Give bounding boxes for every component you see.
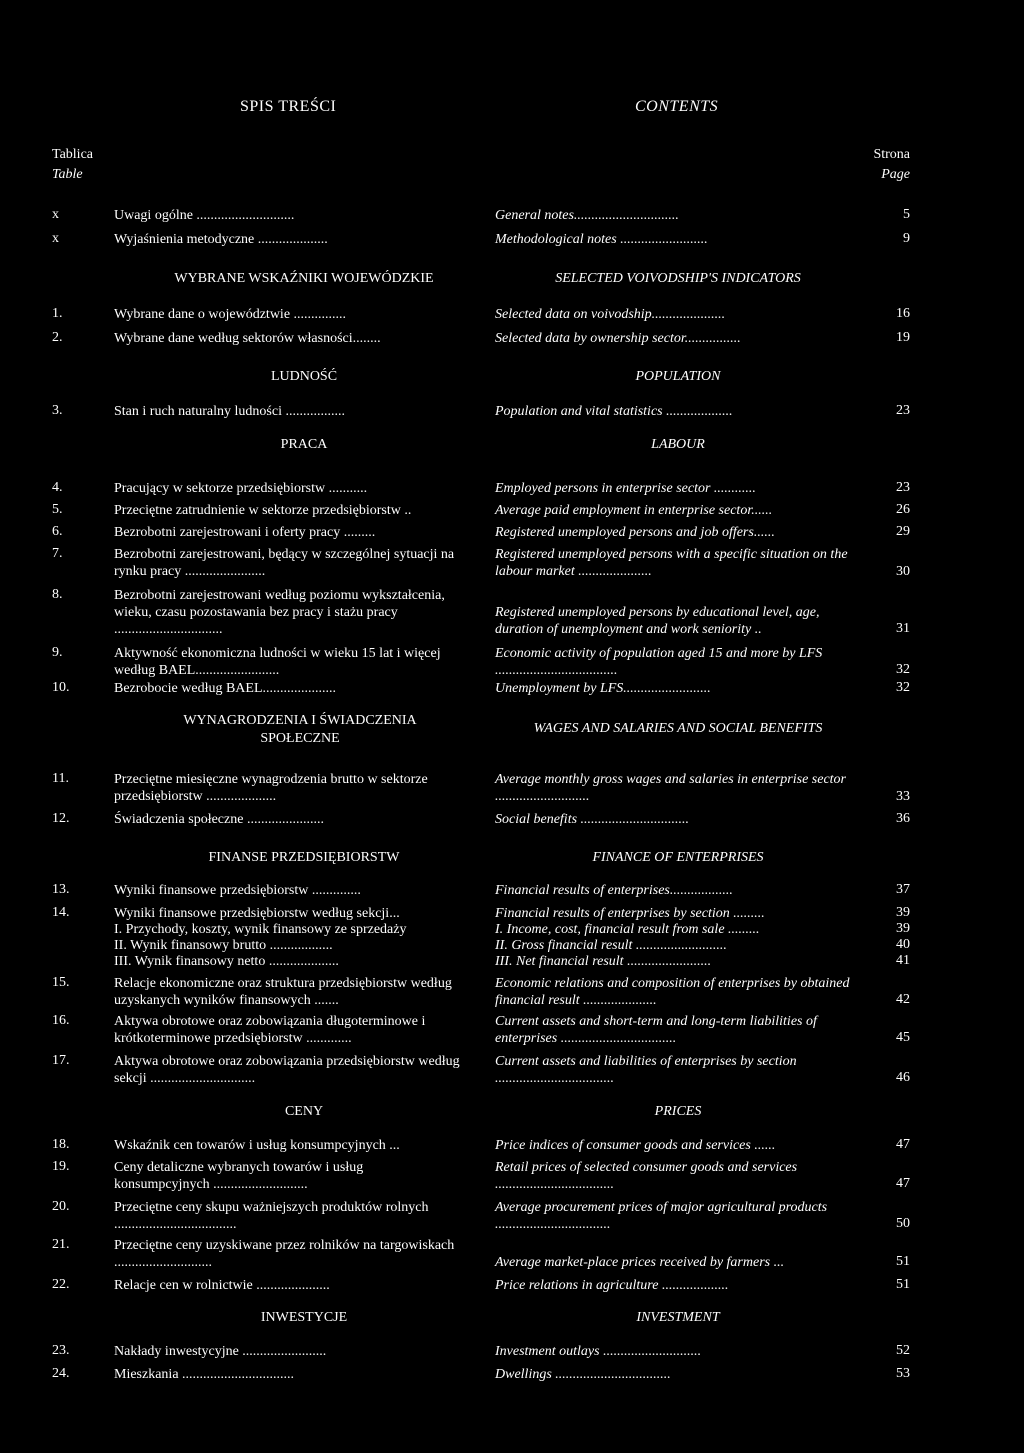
entry-title-en: Methodological notes ......................... [495, 232, 708, 247]
entry-number: x [52, 231, 59, 246]
entry-title-en: Registered unemployed persons with a specific situation on the labour market ..................... [495, 547, 848, 579]
entry-title-pl: Wybrane dane według sektorów własności........ [114, 331, 381, 346]
entry-title-pl: III. Wynik finansowy netto .................... [114, 954, 339, 969]
section-heading-en: LABOUR [651, 437, 705, 452]
entry-page: 32 [896, 680, 910, 695]
entry-page: 9 [903, 231, 910, 246]
section-heading-pl: INWESTYCJE [260, 1310, 348, 1325]
section-heading-pl: WYNAGRODZENIA I ŚWIADCZENIA SPOŁECZNE [183, 713, 417, 746]
entry-number: x [52, 207, 59, 222]
section-heading-en: SELECTED VOIVODSHIP'S INDICATORS [555, 271, 801, 286]
entry-title-pl: Relacje cen w rolnictwie ..................... [114, 1278, 330, 1293]
entry-title-en: Population and vital statistics ................... [495, 404, 733, 419]
entry-number: 2. [52, 330, 63, 345]
entry-title-en: I. Income, cost, financial result from sale ......... [495, 922, 760, 937]
entry-title-en: Current assets and liabilities of enterprises by section .................................. [495, 1054, 797, 1086]
entry-number: 18. [52, 1137, 70, 1152]
entry-page: 52 [896, 1343, 910, 1358]
entry-number: 19. [52, 1159, 70, 1174]
entry-title-pl: Relacje ekonomiczne oraz struktura przedsiębiorstw według uzyskanych wyników finansowych ....... [114, 976, 452, 1008]
entry-title-en: Retail prices of selected consumer goods and services .................................. [495, 1160, 798, 1192]
entry-title-pl: Przeciętne miesięczne wynagrodzenia brutto w sektorze przedsiębiorstw .................... [114, 772, 428, 804]
entry-page: 36 [896, 811, 910, 826]
entry-title-pl: Wyjaśnienia metodyczne .................... [114, 232, 328, 247]
section-heading-pl: FINANSE PRZEDSIĘBIORSTW [208, 850, 400, 865]
title-en: CONTENTS [635, 98, 719, 115]
section-heading-en: POPULATION [635, 369, 721, 384]
entry-page: 37 [896, 882, 910, 897]
entry-number: 23. [52, 1343, 70, 1358]
entry-number: 11. [52, 771, 69, 786]
entry-page: 39 [896, 921, 910, 936]
entry-title-pl: Stan i ruch naturalny ludności ................. [114, 404, 345, 419]
entry-number: 1. [52, 306, 63, 321]
entry-number: 20. [52, 1199, 70, 1214]
entry-title-pl: Pracujący w sektorze przedsiębiorstw ........... [114, 481, 368, 496]
entry-title-pl: Uwagi ogólne ............................ [114, 208, 295, 223]
entry-title-en: II. Gross financial result .......................... [495, 938, 727, 953]
entry-page: 23 [896, 403, 910, 418]
entry-page: 19 [896, 330, 910, 345]
entry-title-en: Selected data by ownership sector................ [495, 331, 741, 346]
section-heading-en: WAGES AND SALARIES AND SOCIAL BENEFITS [533, 721, 823, 736]
entry-page: 47 [896, 1176, 910, 1191]
entry-number: 3. [52, 403, 63, 418]
entry-title-en: Employed persons in enterprise sector ............ [495, 481, 756, 496]
entry-page: 31 [896, 621, 910, 636]
entry-title-en: Price relations in agriculture ................... [495, 1278, 729, 1293]
entry-title-en: Financial results of enterprises by section ......... [495, 906, 765, 921]
entry-title-pl: Przeciętne ceny skupu ważniejszych produktów rolnych ................................... [114, 1200, 429, 1232]
section-heading-pl: LUDNOŚĆ [270, 369, 338, 384]
entry-page: 39 [896, 905, 910, 920]
entry-number: 15. [52, 975, 70, 990]
entry-title-en: Average market-place prices received by farmers ... [495, 1255, 785, 1270]
entry-title-en: Current assets and short-term and long-term liabilities of enterprises ................................. [495, 1014, 817, 1046]
entry-page: 30 [896, 564, 910, 579]
entry-title-pl: Nakłady inwestycyjne ........................ [114, 1344, 327, 1359]
entry-title-pl: II. Wynik finansowy brutto .................. [114, 938, 333, 953]
entry-title-en: Financial results of enterprises.................. [495, 883, 733, 898]
entry-page: 5 [903, 207, 910, 222]
entry-number: 14. [52, 905, 70, 920]
entry-title-pl: Wyniki finansowe przedsiębiorstw według sekcji... [114, 906, 400, 921]
section-heading-en: FINANCE OF ENTERPRISES [592, 850, 764, 865]
entry-page: 42 [896, 992, 910, 1007]
entry-page: 33 [896, 789, 910, 804]
entry-page: 26 [896, 502, 910, 517]
section-heading-pl: PRACA [280, 437, 328, 452]
entry-page: 53 [896, 1366, 910, 1381]
entry-title-pl: Bezrobotni zarejestrowani i oferty pracy ......... [114, 525, 376, 540]
entry-page: 46 [896, 1070, 910, 1085]
entry-page: 40 [896, 937, 910, 952]
entry-title-en: Average monthly gross wages and salaries in enterprise sector ........................... [495, 772, 847, 804]
entry-number: 21. [52, 1237, 70, 1252]
entry-page: 47 [896, 1137, 910, 1152]
entry-title-pl: Świadczenia społeczne ...................... [114, 812, 324, 827]
entry-page: 16 [896, 306, 910, 321]
entry-title-pl: Wskaźnik cen towarów i usług konsumpcyjnych ... [114, 1138, 400, 1153]
entry-title-pl: Bezrobotni zarejestrowani, będący w szczególnej sytuacji na rynku pracy ....................... [114, 547, 455, 579]
entry-title-en: Dwellings ................................. [495, 1367, 671, 1382]
title-pl: SPIS TREŚCI [240, 98, 337, 115]
entry-title-pl: Przeciętne ceny uzyskiwane przez rolników na targowiskach ............................ [114, 1238, 455, 1270]
entry-title-en: Unemployment by LFS......................... [495, 681, 711, 696]
entry-number: 22. [52, 1277, 70, 1292]
entry-number: 12. [52, 811, 70, 826]
entry-title-en: Average procurement prices of major agricultural products ................................. [495, 1200, 828, 1232]
entry-title-en: Average paid employment in enterprise sector...... [495, 503, 773, 518]
entry-title-en: Social benefits ............................... [495, 812, 690, 827]
entry-number: 4. [52, 480, 63, 495]
entry-title-pl: Aktywa obrotowe oraz zobowiązania długoterminowe i krótkoterminowe przedsiębiorstw ............. [114, 1014, 426, 1046]
entry-number: 17. [52, 1053, 70, 1068]
entry-title-pl: Przeciętne zatrudnienie w sektorze przedsiębiorstw .. [114, 503, 412, 518]
header-strona: Strona [873, 147, 910, 162]
entry-title-en: Economic activity of population aged 15 and more by LFS ................................... [495, 646, 823, 678]
entry-page: 50 [896, 1216, 910, 1231]
header-table: Table [52, 167, 83, 182]
entry-number: 10. [52, 680, 70, 695]
entry-page: 45 [896, 1030, 910, 1045]
entry-title-en: General notes.............................. [495, 208, 679, 223]
entry-title-pl: Mieszkania ................................ [114, 1367, 295, 1382]
entry-title-pl: I. Przychody, koszty, wynik finansowy ze sprzedaży [114, 922, 407, 937]
entry-title-en: Registered unemployed persons and job offers...... [495, 525, 775, 540]
section-heading-en: INVESTMENT [636, 1310, 720, 1325]
entry-page: 51 [896, 1277, 910, 1292]
entry-number: 13. [52, 882, 70, 897]
entry-title-pl: Ceny detaliczne wybranych towarów i usług konsumpcyjnych ........................... [114, 1160, 364, 1192]
entry-title-en: Price indices of consumer goods and services ...... [495, 1138, 776, 1153]
entry-title-en: Economic relations and composition of enterprises by obtained financial result ..................... [495, 976, 850, 1008]
entry-page: 51 [896, 1254, 910, 1269]
section-heading-pl: CENY [284, 1104, 324, 1119]
entry-title-pl: Aktywność ekonomiczna ludności w wieku 15 lat i więcej według BAEL........................ [114, 646, 441, 678]
entry-page: 29 [896, 524, 910, 539]
entry-title-en: Investment outlays ............................ [495, 1344, 702, 1359]
entry-number: 16. [52, 1013, 70, 1028]
entry-number: 24. [52, 1366, 70, 1381]
entry-number: 8. [52, 587, 63, 602]
entry-page: 23 [896, 480, 910, 495]
entry-title-en: III. Net financial result ........................ [495, 954, 712, 969]
entry-title-pl: Aktywa obrotowe oraz zobowiązania przedsiębiorstw według sekcji .............................. [114, 1054, 460, 1086]
header-page: Page [881, 167, 910, 182]
entry-number: 6. [52, 524, 63, 539]
entry-page: 41 [896, 953, 910, 968]
header-tablica: Tablica [52, 147, 93, 162]
entry-title-en: Registered unemployed persons by educational level, age, duration of unemployment and work seniority .. [495, 605, 820, 637]
entry-number: 7. [52, 546, 63, 561]
entry-title-pl: Bezrobocie według BAEL..................... [114, 681, 337, 696]
entry-title-pl: Wyniki finansowe przedsiębiorstw .............. [114, 883, 361, 898]
entry-title-en: Selected data on voivodship..................... [495, 307, 726, 322]
entry-page: 32 [896, 662, 910, 677]
section-heading-pl: WYBRANE WSKAŹNIKI WOJEWÓDZKIE [174, 271, 434, 286]
entry-title-pl: Bezrobotni zarejestrowani według poziomu wykształcenia, wieku, czasu pozostawania bez pracy i stażu pracy ............................... [114, 588, 445, 637]
entry-number: 5. [52, 502, 63, 517]
section-heading-en: PRICES [654, 1104, 702, 1119]
entry-number: 9. [52, 645, 63, 660]
entry-title-pl: Wybrane dane o województwie ............... [114, 307, 347, 322]
